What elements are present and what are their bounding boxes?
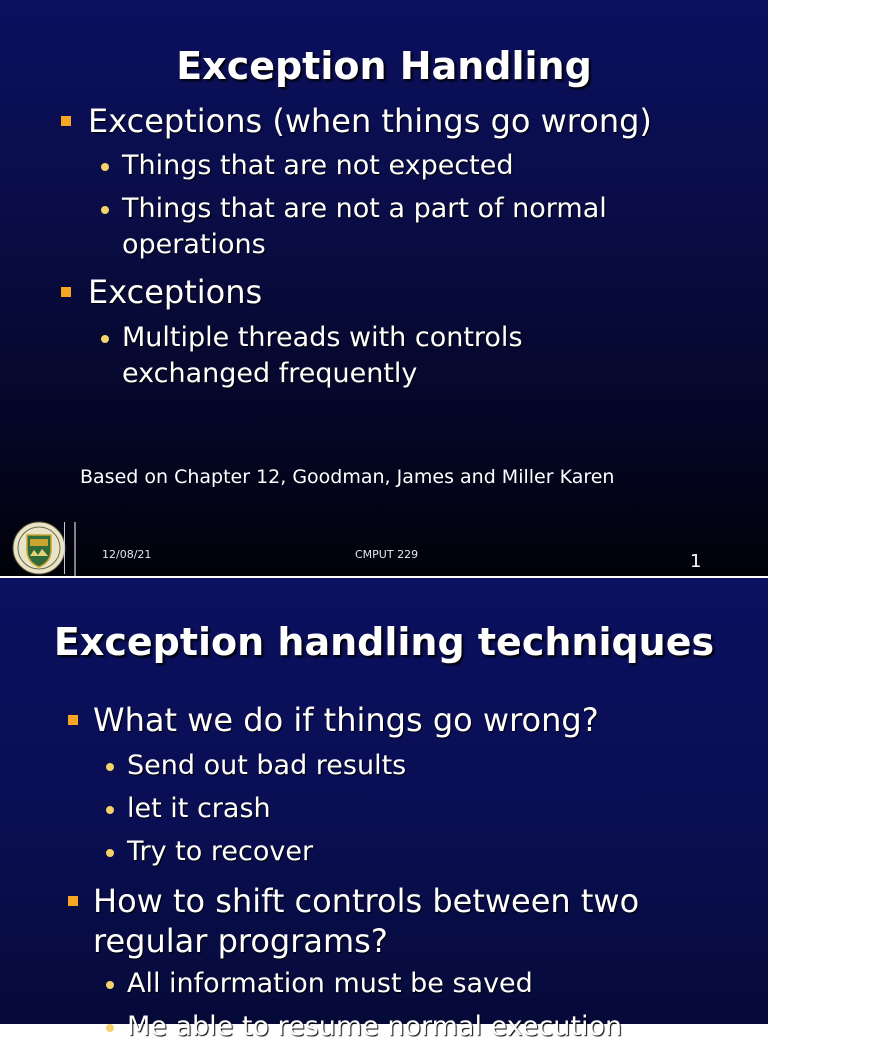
- bullet-dot-icon: [106, 1024, 114, 1032]
- footer-course: CMPUT 229: [355, 548, 419, 561]
- bullet-square-icon: [61, 116, 71, 126]
- slide-title: Exception Handling: [176, 44, 592, 88]
- page-number: 1: [690, 551, 702, 572]
- bullet-dot-icon: [106, 981, 114, 989]
- bullet-level2-continuation: operations: [122, 229, 266, 260]
- bullet-level2: Multiple threads with controls: [122, 322, 523, 353]
- bullet-dot-icon: [106, 763, 114, 771]
- bullet-level2: Try to recover: [127, 836, 314, 867]
- bullet-level2: let it crash: [127, 793, 271, 824]
- bullet-dot-icon: [101, 335, 109, 343]
- bullet-dot-icon: [101, 163, 109, 171]
- bullet-square-icon: [68, 715, 78, 725]
- bullet-level2: Things that are not a part of normal: [122, 193, 607, 224]
- bullet-level1: How to shift controls between two: [93, 882, 640, 920]
- footer-date: 12/08/21: [102, 548, 152, 561]
- bullet-level1: What we do if things go wrong?: [93, 701, 599, 739]
- bullet-level2: Me able to resume normal execution: [127, 1011, 623, 1042]
- bullet-level1: Exceptions (when things go wrong): [88, 102, 652, 140]
- bullet-level2: Things that are not expected: [122, 150, 514, 181]
- bullet-level2: Send out bad results: [127, 750, 407, 781]
- slide-title: Exception handling techniques: [53, 620, 715, 664]
- bullet-dot-icon: [101, 206, 109, 214]
- bullet-dot-icon: [106, 849, 114, 857]
- bullet-square-icon: [61, 287, 71, 297]
- university-crest-icon: [12, 520, 68, 578]
- bullet-square-icon: [68, 896, 78, 906]
- slide-1: [0, 0, 768, 576]
- source-credit: Based on Chapter 12, Goodman, James and Miller Karen: [80, 466, 615, 488]
- bullet-level1-continuation: regular programs?: [93, 922, 388, 960]
- bullet-level2: All information must be saved: [127, 968, 533, 999]
- bullet-dot-icon: [106, 806, 114, 814]
- logo-divider: [64, 522, 65, 574]
- bullet-level1: Exceptions: [88, 273, 263, 311]
- bullet-level2-continuation: exchanged frequently: [122, 358, 418, 389]
- slide-2: [0, 578, 768, 1042]
